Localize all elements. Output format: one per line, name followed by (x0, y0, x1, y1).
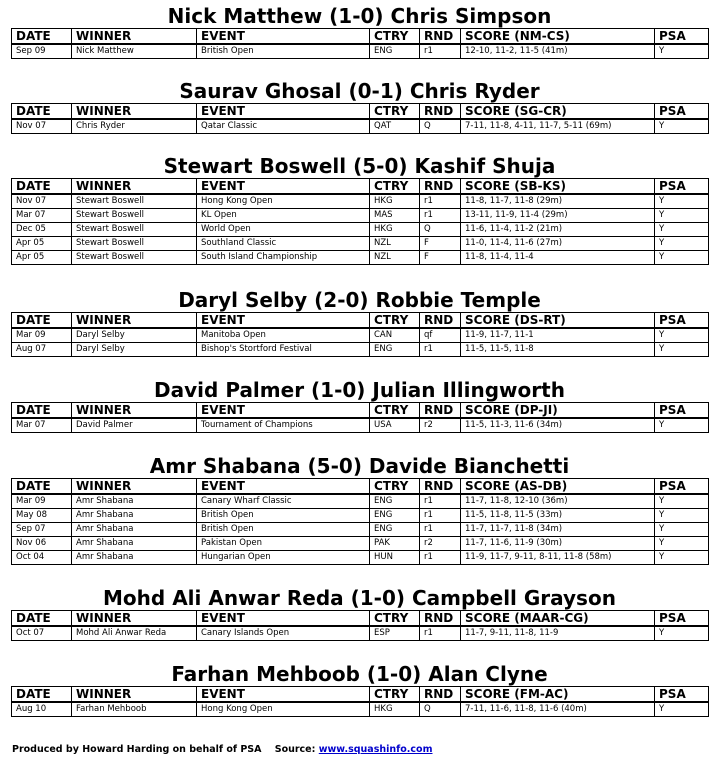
header-psa: PSA (655, 104, 709, 120)
cell-ctry: HKG (370, 702, 420, 717)
cell-psa: Y (655, 551, 709, 565)
results-table (11, 178, 709, 265)
cell-psa: Y (655, 328, 709, 343)
cell-winner: Farhan Mehboob (72, 702, 197, 717)
matchup-title: David Palmer (1-0) Julian Illingworth (154, 378, 565, 402)
results-table (11, 610, 709, 641)
table-header-row (12, 104, 709, 120)
cell-ctry: NZL (370, 251, 420, 265)
cell-psa: Y (655, 209, 709, 223)
header-event: EVENT (197, 611, 370, 627)
header-event: EVENT (197, 179, 370, 195)
cell-ctry: PAK (370, 537, 420, 551)
header-psa: PSA (655, 403, 709, 419)
cell-event: South Island Championship (197, 251, 370, 265)
cell-event: Canary Islands Open (197, 626, 370, 641)
cell-score: 11-7, 11-6, 11-9 (30m) (461, 537, 655, 551)
table-row (12, 702, 709, 717)
cell-score: 11-6, 11-4, 11-2 (21m) (461, 223, 655, 237)
cell-ctry: NZL (370, 237, 420, 251)
cell-winner: Nick Matthew (72, 44, 197, 59)
table-row (12, 418, 709, 433)
matchup-title: Nick Matthew (1-0) Chris Simpson (167, 4, 552, 28)
cell-score: 12-10, 11-2, 11-5 (41m) (461, 44, 655, 59)
cell-date: Mar 07 (12, 209, 72, 223)
cell-date: Sep 09 (12, 44, 72, 59)
matchup-title: Mohd Ali Anwar Reda (1-0) Campbell Grayson (103, 586, 616, 610)
cell-score: 7-11, 11-6, 11-8, 11-6 (40m) (461, 702, 655, 717)
header-psa: PSA (655, 313, 709, 329)
cell-ctry: ENG (370, 523, 420, 537)
table-row (12, 44, 709, 59)
cell-date: May 08 (12, 509, 72, 523)
cell-ctry: ENG (370, 494, 420, 509)
table-row (12, 551, 709, 565)
cell-event: British Open (197, 44, 370, 59)
cell-ctry: QAT (370, 119, 420, 134)
cell-date: Sep 07 (12, 523, 72, 537)
header-date: DATE (12, 29, 72, 45)
header-score: SCORE (FM-AC) (461, 687, 655, 703)
cell-winner: David Palmer (72, 418, 197, 433)
cell-ctry: CAN (370, 328, 420, 343)
cell-date: Nov 06 (12, 537, 72, 551)
header-event: EVENT (197, 313, 370, 329)
table-row (12, 626, 709, 641)
cell-event: Hong Kong Open (197, 702, 370, 717)
cell-psa: Y (655, 537, 709, 551)
cell-psa: Y (655, 251, 709, 265)
cell-date: Nov 07 (12, 194, 72, 209)
results-table (11, 28, 709, 59)
header-winner: WINNER (72, 313, 197, 329)
header-date: DATE (12, 687, 72, 703)
cell-score: 11-7, 11-7, 11-8 (34m) (461, 523, 655, 537)
matchup-title: Amr Shabana (5-0) Davide Bianchetti (149, 454, 570, 478)
header-event: EVENT (197, 479, 370, 495)
table-row (12, 194, 709, 209)
header-score: SCORE (AS-DB) (461, 479, 655, 495)
cell-psa: Y (655, 223, 709, 237)
header-rnd: RND (420, 479, 461, 495)
cell-ctry: ENG (370, 509, 420, 523)
header-ctry: CTRY (370, 29, 420, 45)
cell-rnd: F (420, 237, 461, 251)
cell-winner: Stewart Boswell (72, 223, 197, 237)
cell-event: British Open (197, 523, 370, 537)
cell-date: Apr 05 (12, 251, 72, 265)
cell-ctry: USA (370, 418, 420, 433)
cell-rnd: r1 (420, 194, 461, 209)
cell-date: Oct 04 (12, 551, 72, 565)
header-rnd: RND (420, 403, 461, 419)
cell-date: Aug 07 (12, 343, 72, 357)
cell-event: British Open (197, 509, 370, 523)
cell-winner: Amr Shabana (72, 551, 197, 565)
table-row (12, 328, 709, 343)
cell-date: Aug 10 (12, 702, 72, 717)
header-winner: WINNER (72, 179, 197, 195)
table-row (12, 537, 709, 551)
cell-rnd: qf (420, 328, 461, 343)
header-psa: PSA (655, 179, 709, 195)
header-date: DATE (12, 104, 72, 120)
header-rnd: RND (420, 687, 461, 703)
header-psa: PSA (655, 687, 709, 703)
header-score: SCORE (DP-JI) (461, 403, 655, 419)
table-row (12, 119, 709, 134)
header-psa: PSA (655, 479, 709, 495)
header-winner: WINNER (72, 611, 197, 627)
cell-psa: Y (655, 237, 709, 251)
table-row (12, 523, 709, 537)
results-table (11, 478, 709, 565)
cell-score: 11-9, 11-7, 11-1 (461, 328, 655, 343)
cell-rnd: Q (420, 119, 461, 134)
cell-event: Southland Classic (197, 237, 370, 251)
cell-psa: Y (655, 494, 709, 509)
cell-score: 11-8, 11-4, 11-4 (461, 251, 655, 265)
table-header-row (12, 313, 709, 329)
header-ctry: CTRY (370, 104, 420, 120)
cell-psa: Y (655, 523, 709, 537)
cell-winner: Mohd Ali Anwar Reda (72, 626, 197, 641)
cell-psa: Y (655, 343, 709, 357)
header-date: DATE (12, 179, 72, 195)
header-event: EVENT (197, 104, 370, 120)
cell-event: Manitoba Open (197, 328, 370, 343)
header-ctry: CTRY (370, 611, 420, 627)
table-header-row (12, 29, 709, 45)
header-psa: PSA (655, 29, 709, 45)
header-date: DATE (12, 403, 72, 419)
cell-rnd: r1 (420, 523, 461, 537)
cell-winner: Amr Shabana (72, 509, 197, 523)
cell-winner: Stewart Boswell (72, 251, 197, 265)
table-header-row (12, 179, 709, 195)
cell-winner: Amr Shabana (72, 494, 197, 509)
table-header-row (12, 687, 709, 703)
cell-winner: Daryl Selby (72, 328, 197, 343)
results-table (11, 402, 709, 433)
header-event: EVENT (197, 687, 370, 703)
footer-source-label: Source: (274, 744, 316, 755)
matchup-title: Farhan Mehboob (1-0) Alan Clyne (171, 662, 548, 686)
header-date: DATE (12, 313, 72, 329)
cell-rnd: r1 (420, 509, 461, 523)
cell-event: World Open (197, 223, 370, 237)
cell-date: Oct 07 (12, 626, 72, 641)
cell-winner: Stewart Boswell (72, 237, 197, 251)
cell-psa: Y (655, 702, 709, 717)
table-header-row (12, 479, 709, 495)
cell-event: Tournament of Champions (197, 418, 370, 433)
cell-winner: Amr Shabana (72, 537, 197, 551)
table-row (12, 209, 709, 223)
table-header-row (12, 611, 709, 627)
cell-rnd: r1 (420, 209, 461, 223)
header-ctry: CTRY (370, 313, 420, 329)
cell-rnd: r1 (420, 494, 461, 509)
cell-date: Mar 09 (12, 328, 72, 343)
header-date: DATE (12, 479, 72, 495)
header-winner: WINNER (72, 403, 197, 419)
table-row (12, 251, 709, 265)
header-score: SCORE (SB-KS) (461, 179, 655, 195)
cell-psa: Y (655, 44, 709, 59)
cell-score: 11-9, 11-7, 9-11, 8-11, 11-8 (58m) (461, 551, 655, 565)
cell-psa: Y (655, 509, 709, 523)
header-rnd: RND (420, 104, 461, 120)
header-score: SCORE (DS-RT) (461, 313, 655, 329)
cell-event: KL Open (197, 209, 370, 223)
header-ctry: CTRY (370, 403, 420, 419)
cell-winner: Daryl Selby (72, 343, 197, 357)
cell-score: 11-8, 11-7, 11-8 (29m) (461, 194, 655, 209)
cell-rnd: r2 (420, 418, 461, 433)
header-ctry: CTRY (370, 479, 420, 495)
cell-event: Hungarian Open (197, 551, 370, 565)
table-header-row (12, 403, 709, 419)
cell-ctry: ENG (370, 44, 420, 59)
cell-rnd: r2 (420, 537, 461, 551)
cell-rnd: F (420, 251, 461, 265)
header-rnd: RND (420, 313, 461, 329)
cell-event: Bishop's Stortford Festival (197, 343, 370, 357)
header-score: SCORE (SG-CR) (461, 104, 655, 120)
cell-psa: Y (655, 119, 709, 134)
table-row (12, 223, 709, 237)
cell-rnd: Q (420, 702, 461, 717)
header-psa: PSA (655, 611, 709, 627)
cell-winner: Stewart Boswell (72, 194, 197, 209)
table-row (12, 494, 709, 509)
results-table (11, 103, 709, 134)
cell-date: Apr 05 (12, 237, 72, 251)
cell-rnd: Q (420, 223, 461, 237)
cell-psa: Y (655, 626, 709, 641)
header-event: EVENT (197, 29, 370, 45)
cell-score: 11-5, 11-3, 11-6 (34m) (461, 418, 655, 433)
cell-score: 11-5, 11-5, 11-8 (461, 343, 655, 357)
header-event: EVENT (197, 403, 370, 419)
footer-credit: Produced by Howard Harding on behalf of PSA (12, 744, 262, 755)
cell-psa: Y (655, 194, 709, 209)
cell-ctry: HKG (370, 194, 420, 209)
cell-ctry: ENG (370, 343, 420, 357)
header-rnd: RND (420, 611, 461, 627)
cell-ctry: HKG (370, 223, 420, 237)
cell-event: Qatar Classic (197, 119, 370, 134)
matchup-title: Daryl Selby (2-0) Robbie Temple (178, 288, 541, 312)
cell-rnd: r1 (420, 343, 461, 357)
cell-event: Canary Wharf Classic (197, 494, 370, 509)
cell-ctry: ESP (370, 626, 420, 641)
cell-psa: Y (655, 418, 709, 433)
cell-date: Mar 07 (12, 418, 72, 433)
cell-date: Nov 07 (12, 119, 72, 134)
cell-winner: Amr Shabana (72, 523, 197, 537)
header-winner: WINNER (72, 29, 197, 45)
matchup-title: Stewart Boswell (5-0) Kashif Shuja (163, 154, 556, 178)
cell-rnd: r1 (420, 551, 461, 565)
header-ctry: CTRY (370, 687, 420, 703)
footer (12, 744, 432, 755)
cell-score: 13-11, 11-9, 11-4 (29m) (461, 209, 655, 223)
cell-winner: Chris Ryder (72, 119, 197, 134)
cell-winner: Stewart Boswell (72, 209, 197, 223)
results-table (11, 686, 709, 717)
header-winner: WINNER (72, 104, 197, 120)
header-winner: WINNER (72, 687, 197, 703)
header-rnd: RND (420, 179, 461, 195)
header-date: DATE (12, 611, 72, 627)
header-score: SCORE (MAAR-CG) (461, 611, 655, 627)
table-row (12, 509, 709, 523)
cell-score: 7-11, 11-8, 4-11, 11-7, 5-11 (69m) (461, 119, 655, 134)
matchup-title: Saurav Ghosal (0-1) Chris Ryder (179, 79, 540, 103)
cell-event: Hong Kong Open (197, 194, 370, 209)
cell-event: Pakistan Open (197, 537, 370, 551)
table-row (12, 237, 709, 251)
cell-score: 11-0, 11-4, 11-6 (27m) (461, 237, 655, 251)
cell-score: 11-7, 9-11, 11-8, 11-9 (461, 626, 655, 641)
header-rnd: RND (420, 29, 461, 45)
header-ctry: CTRY (370, 179, 420, 195)
cell-rnd: r1 (420, 44, 461, 59)
cell-date: Dec 05 (12, 223, 72, 237)
cell-ctry: HUN (370, 551, 420, 565)
results-table (11, 312, 709, 357)
cell-date: Mar 09 (12, 494, 72, 509)
cell-score: 11-7, 11-8, 12-10 (36m) (461, 494, 655, 509)
cell-rnd: r1 (420, 626, 461, 641)
header-score: SCORE (NM-CS) (461, 29, 655, 45)
cell-score: 11-5, 11-8, 11-5 (33m) (461, 509, 655, 523)
cell-ctry: MAS (370, 209, 420, 223)
table-row (12, 343, 709, 357)
source-link[interactable]: www.squashinfo.com (318, 744, 433, 755)
header-winner: WINNER (72, 479, 197, 495)
